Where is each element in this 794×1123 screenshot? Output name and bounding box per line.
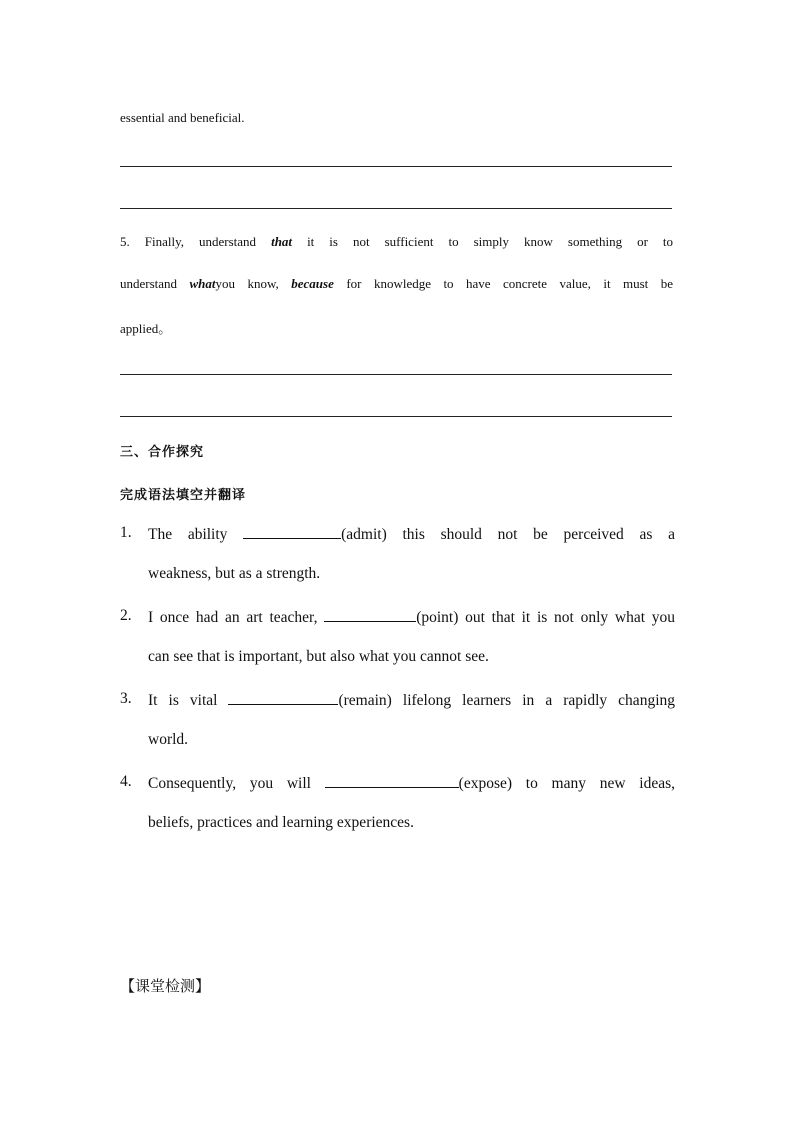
question-2: 2. I once had an art teacher, (point) out that it is not only what you can see that is important, but also what you cannot see. [120, 607, 675, 665]
answer-line [120, 416, 672, 417]
answer-line [120, 374, 672, 375]
fill-blank[interactable] [228, 690, 338, 705]
item-5-line-2: understand whatyou know, because for knowledge to have concrete value, it must be [120, 276, 674, 291]
fill-blank[interactable] [325, 773, 459, 788]
section-subtitle: 完成语法填空并翻译 [120, 488, 247, 503]
question-3: 3. It is vital (remain) lifelong learners in a rapidly changing world. [120, 690, 675, 748]
question-1: 1. The ability (admit) this should not be perceived as a weakness, but as a strength. [120, 524, 675, 582]
item-5-line-3: applied。 [120, 321, 172, 336]
answer-line [120, 166, 672, 167]
answer-line [120, 208, 672, 209]
item-5-line-1: 5. Finally, understand that it is not sufficient to simply know something or to [120, 234, 674, 249]
fill-blank[interactable] [243, 524, 341, 539]
question-4: 4. Consequently, you will (expose) to many new ideas, beliefs, practices and learning experiences. [120, 773, 675, 831]
section-title: 三、合作探究 [120, 445, 205, 460]
fill-blank[interactable] [324, 607, 416, 622]
paragraph-fragment: essential and beneficial. [120, 110, 245, 125]
classroom-test-heading: 【课堂检测】 [120, 977, 211, 995]
